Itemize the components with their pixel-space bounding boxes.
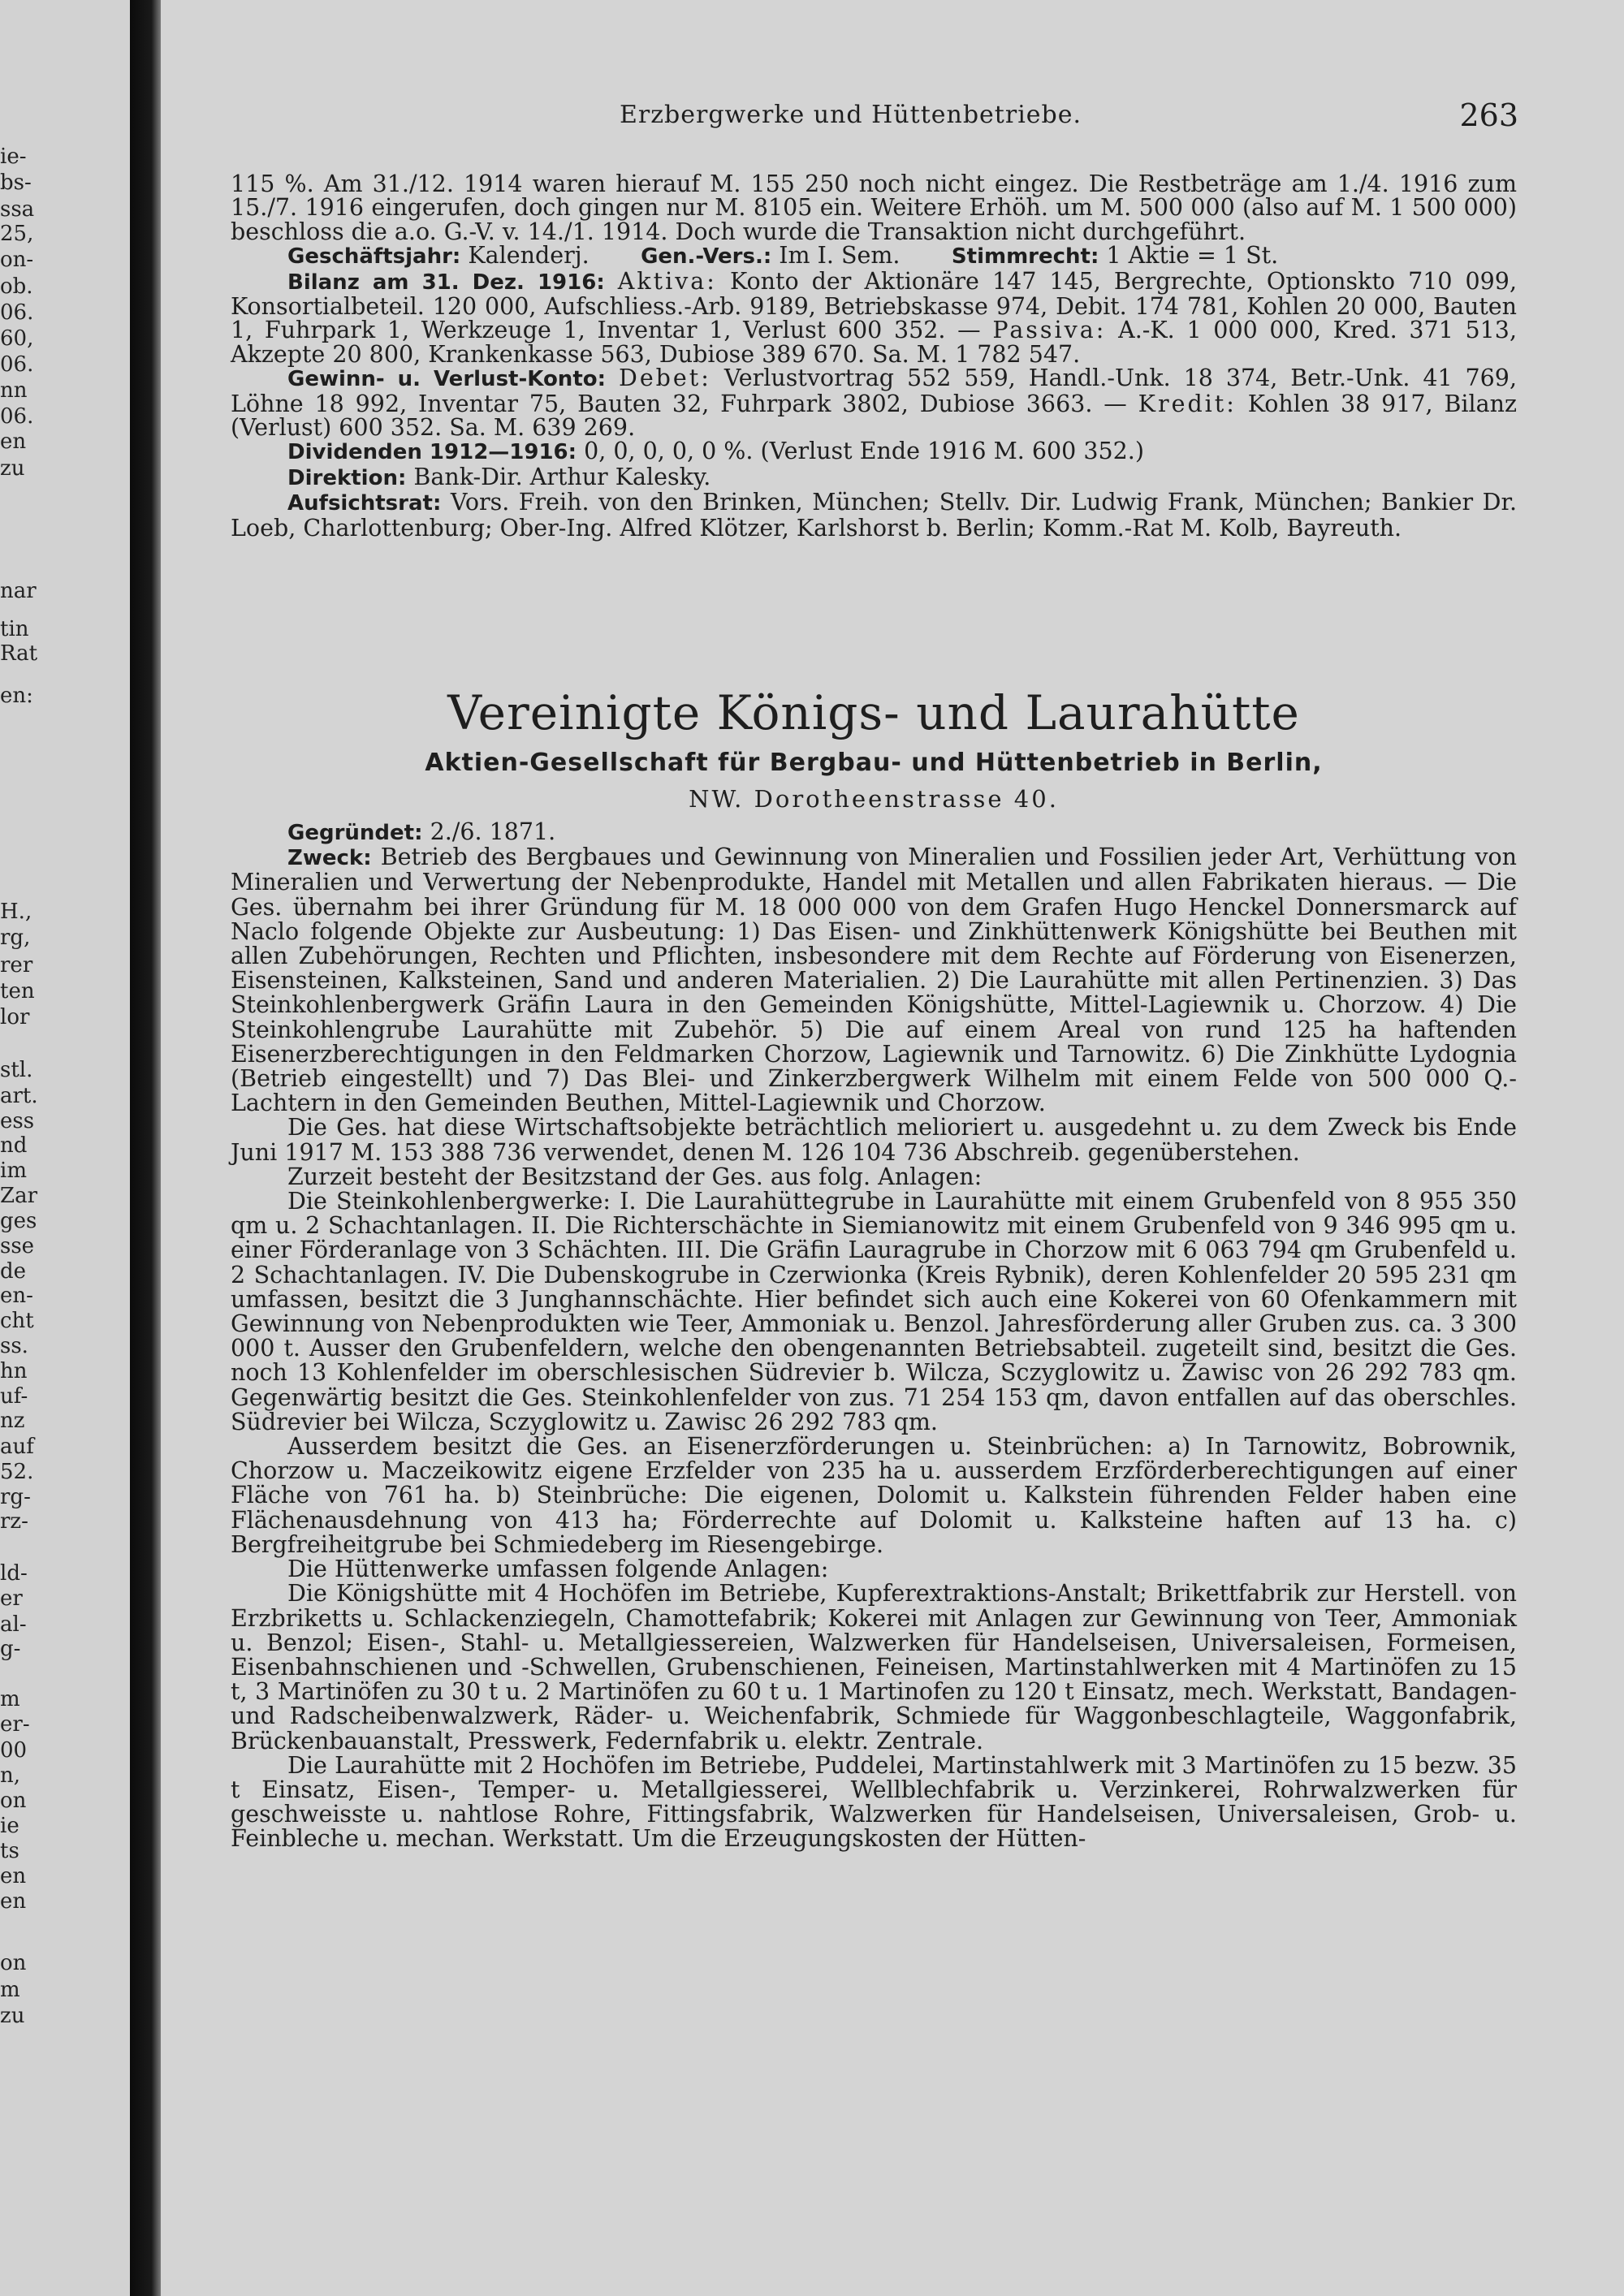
margin-fragment: art. <box>0 1084 38 1108</box>
margin-fragment: rg, <box>0 926 31 950</box>
guv-kredit: Kohlen 38 917, Bilanz (Verlust) 600 352. Sa. M. 639 269. <box>231 390 1518 442</box>
bilanz-paragraph <box>231 267 1518 368</box>
aufsichtsrat-value: Vors. Freih. von den Brinken, München; Stellv. Dir. Ludwig Frank, München; Bankier Dr. Loeb, Charlottenburg; Ober-Ing. Alfred Klötzer, Karlshorst b. Berlin; Komm.-Rat M. Kolb, Bayreuth. <box>231 489 1517 542</box>
margin-fragment: sse <box>0 1234 35 1258</box>
margin-fragment: ges <box>0 1209 37 1233</box>
margin-fragment: zu <box>0 456 25 481</box>
margin-fragment: 06. <box>0 404 34 429</box>
aufsichtsrat-paragraph <box>231 490 1517 540</box>
margin-fragment: ss. <box>0 1334 28 1358</box>
company-title: Vereinigte Königs- und Laurahütte <box>447 685 1300 740</box>
margin-fragment: n, <box>0 1763 21 1788</box>
margin-fragment: Zar <box>0 1184 37 1208</box>
margin-fragment: rz- <box>0 1509 28 1534</box>
zweck-text: Betrieb des Bergbaues und Gewinnung von Mineralien und Fossilien jeder Art, Verhüttung von Mineralien und Verwertung der Nebenprodukte, Handel mit Metallen und allen Fabrikaten hieraus. — Die Ges. übernahm bei ihrer Gründung für M. 18 000 000 von dem Grafen Hugo Henckel Donnersmarck auf Naclo folgende Objekte zur Ausbeutung: 1) Das Eisen- und Zinkhüttenwerk Königshütte bei Beuthen mit allen Zubehörungen, Rechten und Pflichten, insbesondere mit dem Rechte auf Förderung von Eisenerzen, Eisensteinen, Kalksteinen, Sand und anderen Materialien. 2) Die Laurahütte mit allen Pertinenzien. 3) Das Steinkohlenbergwerk Gräfin Laura in den Gemeinden Königshütte, Mittel-Lagiewnik u. Chorzow. 4) Die Steinkohlengrube Laurahütte mit Zubehör. 5) Die auf einem Areal von rund 125 ha haftenden Eisenerzberechtigungen in den Feldmarken Chorzow, Lagiewnik und Tarnowitz. 6) Die Zinkhütte Lydognia (Betrieb eingestellt) und 7) Das Blei- und Zinkerzbergwerk Wilhelm mit einem Felde von 500 000 Q.-Lachtern in den Gemeinden Beuthen, Mittel-Lagiewnik und Chorzow. <box>231 844 1517 1117</box>
margin-fragment: uf- <box>0 1384 28 1409</box>
margin-fragment: tin <box>0 617 29 641</box>
book-gutter <box>130 0 161 2296</box>
direktion-label: Direktion: <box>287 465 407 490</box>
margin-fragment: 06. <box>0 300 34 325</box>
margin-fragment: nar <box>0 579 37 603</box>
margin-fragment: m <box>0 1687 20 1711</box>
margin-fragment: nn <box>0 378 28 403</box>
margin-fragment: bs- <box>0 170 32 195</box>
margin-fragment: rg- <box>0 1485 31 1509</box>
margin-fragment: 00 <box>0 1738 28 1763</box>
margin-fragment: ie <box>0 1814 19 1838</box>
margin-fragment: on <box>0 1789 27 1813</box>
margin-fragment: en <box>0 1864 27 1888</box>
guv-paragraph <box>231 365 1518 442</box>
meeting-line <box>231 244 1517 269</box>
gegruendet-line <box>231 820 1517 845</box>
margin-fragment: ts <box>0 1839 19 1863</box>
bilanz-passiva: A.-K. 1 000 000, Kred. 371 513, Akzepte 20 800, Krankenkasse 563, Dubiose 389 670. Sa. M. 1 782 547. <box>231 317 1518 368</box>
margin-fragment: ld- <box>0 1561 28 1586</box>
margin-fragment: rer <box>0 953 33 978</box>
margin-fragment: ssa <box>0 197 35 222</box>
besitz-paragraph: Zurzeit besteht der Besitzstand der Ges. aus folg. Anlagen: <box>287 1163 983 1190</box>
genvers-label: Gen.-Vers.: <box>641 244 772 270</box>
company-subtitle: Aktien-Gesellschaft für Bergbau- und Hüttenbetrieb in Berlin, <box>425 749 1323 777</box>
steinkohle-paragraph: Die Steinkohlenbergwerke: I. Die Laurahüttegrube in Laurahütte mit einem Grubenfeld von 8 955 350 qm u. 2 Schachtanlagen. II. Die Richterschächte in Siemianowitz mit einem Grubenfeld von 9 346 995 qm u. einer Förderanlage von 3 Schächten. III. Die Gräfin Lauragrube in Chorzow mit 6 063 794 qm Grubenfeld u. 2 Schachtanlagen. IV. Die Dubenskogrube in Czerwionka (Kreis Rybnik), deren Kohlenfelder 20 595 231 qm umfassen, besitzt die 3 Junghannschächte. Hier befindet sich auch eine Kokerei von 60 Ofenkammern mit Gewinnung von Nebenprodukten wie Teer, Ammoniak u. Benzol. Jahresförderung aller Gruben zus. ca. 3 300 000 t. Ausser den Grubenfeldern, welche den obengenannten Betriebsabteil. zugeteilt sind, besitzt die Ges. noch 13 Kohlenfelder im oberschlesischen Südrevier b. Wilcza, Sczyglowitz u. Zawisc von 26 292 783 qm. Gegenwärtig besitzt die Ges. Steinkohlenfelder von zus. 71 254 153 qm, davon entfallen auf das oberschles. Südrevier bei Wilcza, Sczyglowitz u. Zawisc 26 292 783 qm. <box>231 1188 1517 1435</box>
direktion-line <box>231 465 1517 490</box>
koenigshuette-paragraph: Die Königshütte mit 4 Hochöfen im Betriebe, Kupferextraktions-Anstalt; Brikettfabrik zur Herstell. von Erzbriketts u. Schlackenziegeln, Chamottefabrik; Kokerei mit Anlagen zur Gewinnung von Teer, Ammoniak u. Benzol; Eisen-, Stahl- u. Metallgiessereien, Walzwerken für Handelseisen, Universaleisen, Formeisen, Eisenbahnschienen und -Schwellen, Grubenschienen, Feineisen, Martinstahlwerken mit 4 Martinöfen zu 15 t, 3 Martinöfen zu 30 t u. 2 Martinöfen zu 60 t u. 1 Martinofen zu 120 t Einsatz, mech. Werkstatt, Bandagen- und Radscheibenwalzwerk, Räder- u. Weichenfabrik, Schmiede für Waggonbeschlagteile, Waggonfabrik, Brückenbauanstalt, Presswerk, Federnfabrik u. elektr. Zentrale. <box>231 1580 1517 1754</box>
bilanz-label: Bilanz am 31. Dez. 1916: <box>287 270 605 295</box>
margin-fragment: hn <box>0 1359 28 1383</box>
huetten-paragraph: Die Hüttenwerke umfassen folgende Anlagen: <box>287 1556 829 1583</box>
margin-fragment: er <box>0 1586 23 1611</box>
margin-fragment: g- <box>0 1637 21 1661</box>
guv-label: Gewinn- u. Verlust-Konto: <box>287 367 607 392</box>
margin-fragment: Rat <box>0 641 38 666</box>
margin-fragment: en: <box>0 684 33 708</box>
passiva-label: Passiva: <box>992 317 1107 344</box>
laurahuette-paragraph: Die Laurahütte mit 2 Hochöfen im Betriebe, Puddelei, Martinstahlwerk mit 3 Martinöfen zu 15 bezw. 35 t Einsatz, Eisen-, Temper- u. Metallgiesserei, Wellblechfabrik u. Verzinkerei, Rohrwalzwerken für geschweisste u. nahtlose Rohre, Fittingsfabrik, Walzwerken für Handelseisen, Universaleisen, Grob- u. Feinbleche u. mechan. Werkstatt. Um die Erzeugungskosten der Hütten- <box>231 1751 1517 1853</box>
margin-fragment: cht <box>0 1309 34 1333</box>
capital-paragraph: 115 %. Am 31./12. 1914 waren hierauf M. 155 250 noch nicht eingez. Die Restbeträge am 1./4. 1916 zum 15./7. 1916 eingerufen, doch gingen nur M. 8105 ein. Weitere Erhöh. um M. 500 000 (also auf M. 1 500 000) beschloss die a.o. G.-V. v. 14./1. 1914. Doch wurde die Transaktion nicht durchgeführt. <box>231 170 1517 245</box>
company-address: NW. Dorotheenstrasse 40. <box>689 785 1059 813</box>
margin-fragment: en <box>0 429 27 454</box>
margin-fragment: ob. <box>0 274 33 299</box>
aufsichtsrat-label: Aufsichtsrat: <box>287 491 442 516</box>
previous-company-entry <box>231 172 1517 540</box>
margin-fragment: er- <box>0 1712 30 1737</box>
kredit-label: Kredit: <box>1138 390 1237 417</box>
margin-fragment: on <box>0 1951 27 1975</box>
guv-debet: Verlustvortrag 552 559, Handl.-Unk. 18 374, Betr.-Unk. 41 769, Löhne 18 992, Inventar 75, Bauten 32, Fuhrpark 3802, Dubiose 3663. — <box>231 365 1518 417</box>
margin-fragment: H., <box>0 900 32 924</box>
margin-fragment: stl. <box>0 1058 33 1082</box>
margin-fragment: de <box>0 1259 27 1284</box>
dividenden-label: Dividenden 1912—1916: <box>287 440 577 465</box>
margin-fragment: on- <box>0 248 34 272</box>
dividenden-line <box>231 439 1517 464</box>
dividenden-value: 0, 0, 0, 0, 0 %. (Verlust Ende 1916 M. 600 352.) <box>584 438 1144 465</box>
margin-fragment: 06. <box>0 352 34 377</box>
direktion-value: Bank-Dir. Arthur Kalesky. <box>413 463 711 490</box>
margin-fragment: im <box>0 1159 27 1183</box>
margin-fragment: nd <box>0 1133 28 1158</box>
gegruendet-value: 2./6. 1871. <box>430 818 556 845</box>
margin-fragment: ess <box>0 1109 35 1133</box>
geschaeftsjahr-value: Kalenderj. <box>468 242 590 270</box>
margin-fragment: al- <box>0 1612 27 1637</box>
margin-fragment: 52. <box>0 1460 34 1484</box>
geschaeftsjahr-label: Geschäftsjahr: <box>287 244 461 270</box>
margin-fragment: en <box>0 1889 27 1914</box>
stimmrecht-label: Stimmrecht: <box>951 244 1099 270</box>
margin-fragment: 25, <box>0 222 34 246</box>
page-number: 263 <box>1459 97 1518 133</box>
margin-fragment: ten <box>0 979 35 1003</box>
margin-fragment: nz <box>0 1409 25 1433</box>
ausserdem-paragraph: Ausserdem besitzt die Ges. an Eisenerzförderungen u. Steinbrüchen: a) In Tarnowitz, Bobrownik, Chorzow u. Maczeikowitz eigene Erzfelder von 235 ha u. ausserdem Erzförderberechtigungen auf einer Fläche von 761 ha. b) Steinbrüche: Die eigenen, Dolomit u. Kalkstein führenden Felder haben eine Flächenausdehnung von 413 ha; Förderrechte auf Dolomit u. Kalksteine haften auf 13 ha. c) Bergfreiheitgrube bei Schmiedeberg im Riesengebirge. <box>231 1433 1517 1558</box>
gegruendet-label: Gegründet: <box>287 821 423 845</box>
wirtschaft-paragraph: Die Ges. hat diese Wirtschaftsobjekte beträchtlich melioriert u. ausgedehnt u. zu dem Zweck bis Ende Juni 1917 M. 153 388 736 verwendet, denen M. 126 104 736 Abschreib. gegenüberstehen. <box>231 1114 1517 1166</box>
aktiva-label: Aktiva: <box>617 267 717 295</box>
margin-fragment: en- <box>0 1284 33 1308</box>
debet-label: Debet: <box>618 365 711 392</box>
document-page <box>161 0 1624 2296</box>
margin-fragment: m <box>0 1978 20 2002</box>
margin-fragment: zu <box>0 2004 25 2028</box>
zweck-paragraph <box>231 845 1517 1116</box>
zweck-label: Zweck: <box>287 846 372 871</box>
margin-fragment: lor <box>0 1005 30 1029</box>
running-head: Erzbergwerke und Hüttenbetriebe. <box>620 101 1082 129</box>
margin-fragment: ie- <box>0 145 27 169</box>
genvers-value: Im I. Sem. <box>779 242 901 270</box>
margin-fragment: auf <box>0 1435 34 1459</box>
company-entry <box>231 820 1517 1852</box>
bilanz-aktiva: Konto der Aktionäre 147 145, Bergrechte, Optionskto 710 099, Konsortialbeteil. 120 000, Aufschliess.-Arb. 9189, Betriebskasse 974, Debit. 174 781, Kohlen 20 000, Bauten 1, Fuhrpark 1, Werkzeuge 1, Inventar 1, Verlust 600 352. — <box>231 267 1518 344</box>
margin-fragment: 60, <box>0 326 34 351</box>
stimmrecht-value: 1 Aktie = 1 St. <box>1106 242 1279 270</box>
